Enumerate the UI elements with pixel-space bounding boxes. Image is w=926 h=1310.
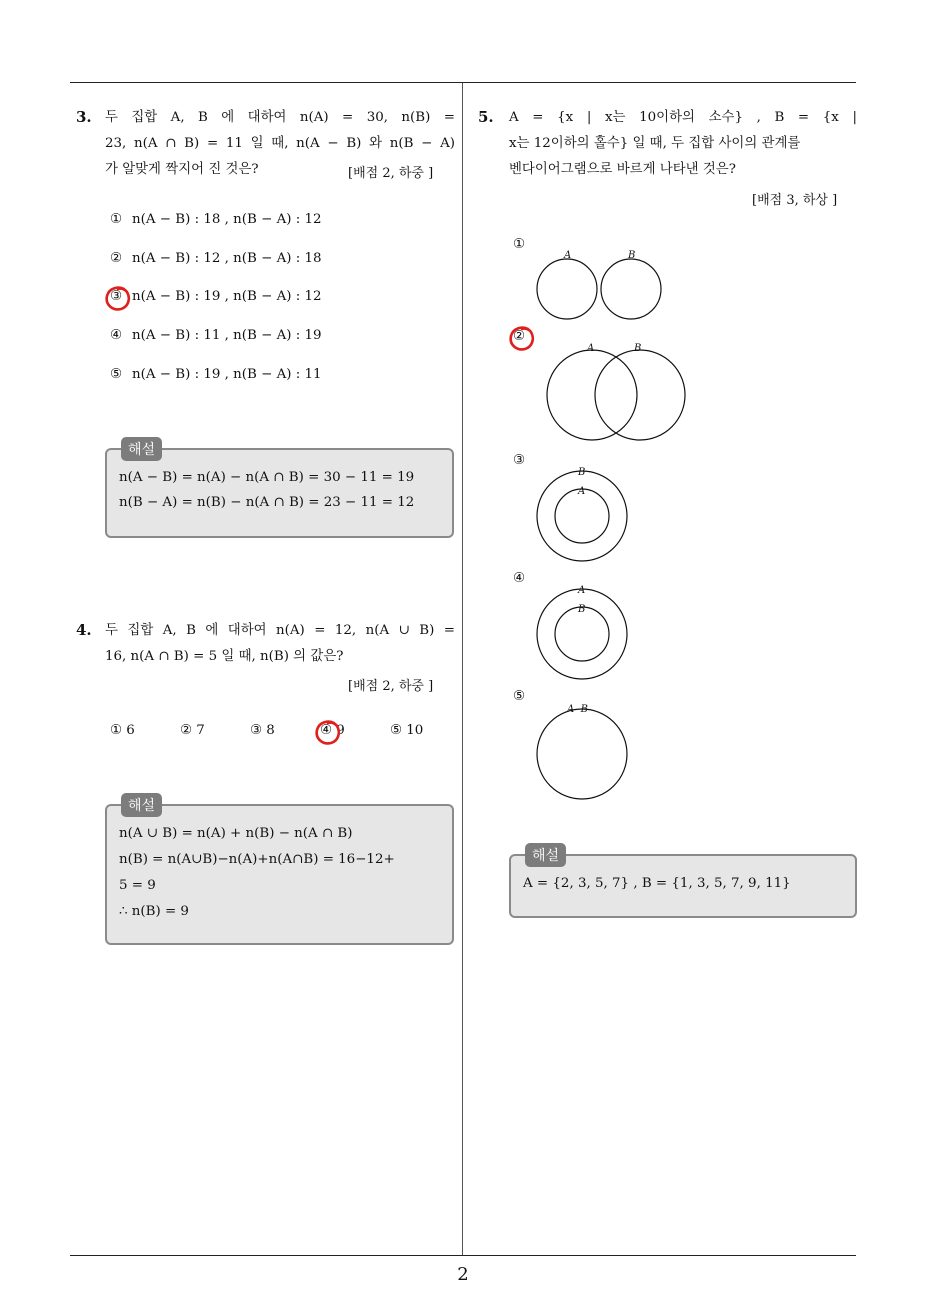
choice-text: 6 [126, 723, 135, 738]
q3-answer-mark [102, 284, 134, 314]
q3-number: 3. [76, 108, 92, 126]
venn2-label-b: B [634, 343, 642, 354]
column-divider [462, 83, 463, 1256]
q5-choice-3-mark[interactable]: ③ [513, 453, 526, 468]
q4-solution-line-2: n(B) = n(A∪B)−n(A)+n(A∩B) = 16−12+ [119, 852, 395, 867]
solution-tag: 해설 [525, 843, 566, 867]
q3-line-2: 23, n(A ∩ B) = 11 일 때, n(A − B) 와 n(B − A) [105, 136, 455, 151]
venn4-label-b: B [578, 604, 586, 615]
q5-choice-5-mark[interactable]: ⑤ [513, 689, 526, 704]
venn3-label-a: A [578, 486, 586, 497]
q5-line-2: x는 12이하의 홀수} 일 때, 두 집합 사이의 관계를 [509, 136, 801, 151]
page-number: 2 [457, 1264, 469, 1285]
choice-text: n(A − B) : 12 , n(B − A) : 18 [132, 251, 322, 266]
q5-venn-separate [530, 250, 670, 330]
q5-score: [배점 3, 하상 ] [752, 193, 838, 208]
q4-score: [배점 2, 하중 ] [348, 679, 434, 694]
q3-choice-3[interactable] [110, 289, 322, 304]
q5-line-1: A = {x | x는 10이하의 소수} , B = {x | [509, 110, 857, 125]
choice-mark: ② [180, 723, 193, 738]
q3-solution-box [105, 442, 454, 538]
choice-mark: ③ [110, 289, 123, 304]
q5-venn-equal [532, 704, 632, 804]
venn5-label-ab: A B [567, 704, 588, 715]
choice-text: 8 [266, 723, 275, 738]
choice-mark: ① [110, 212, 123, 227]
choice-text: n(A − B) : 19 , n(B − A) : 12 [132, 289, 322, 304]
solution-tag: 해설 [121, 793, 162, 817]
solution-tag: 해설 [121, 437, 162, 461]
q4-choice-3[interactable] [250, 723, 275, 738]
q4-solution-line-3: 5 = 9 [119, 878, 156, 893]
choice-text: n(A − B) : 11 , n(B − A) : 19 [132, 328, 322, 343]
venn4-label-a: A [578, 585, 586, 596]
q3-score: [배점 2, 하중 ] [348, 166, 434, 181]
q4-solution-box [105, 798, 454, 945]
q3-choice-4[interactable] [110, 328, 322, 343]
choice-text: n(A − B) : 19 , n(B − A) : 11 [132, 367, 322, 382]
q5-choice-4-mark[interactable]: ④ [513, 571, 526, 586]
q4-answer-mark [312, 718, 344, 748]
q4-line-2: 16, n(A ∩ B) = 5 일 때, n(B) 의 값은? [105, 649, 344, 664]
venn2-label-a: A [587, 343, 595, 354]
q5-number: 5. [478, 108, 494, 126]
q5-choice-1-mark[interactable]: ① [513, 237, 526, 252]
q4-solution-line-4: ∴ n(B) = 9 [119, 904, 189, 919]
top-rule [70, 82, 856, 83]
q4-choice-2[interactable] [180, 723, 205, 738]
venn1-label-b: B [628, 250, 636, 261]
choice-text: 7 [196, 723, 205, 738]
q3-line-3: 가 알맞게 짝지어 진 것은? [105, 162, 259, 177]
q3-choice-2[interactable] [110, 251, 322, 266]
q4-choice-1[interactable] [110, 723, 135, 738]
choice-text: 10 [406, 723, 424, 738]
choice-text: 9 [336, 723, 345, 738]
choice-mark: ④ [110, 328, 123, 343]
venn3-label-b: B [578, 467, 586, 478]
q5-venn-a-in-b [532, 466, 632, 566]
q5-solution-line-1: A = {2, 3, 5, 7} , B = {1, 3, 5, 7, 9, 11} [523, 876, 791, 891]
q3-solution-line-1: n(A − B) = n(A) − n(A ∩ B) = 30 − 11 = 19 [119, 470, 415, 485]
q3-line-1: 두 집합 A, B 에 대하여 n(A) = 30, n(B) = [105, 110, 455, 125]
bottom-rule [70, 1255, 856, 1256]
q5-answer-mark [506, 324, 538, 354]
q4-number: 4. [76, 621, 92, 639]
choice-mark: ③ [250, 723, 263, 738]
q5-venn-b-in-a [532, 584, 632, 684]
q5-solution-box [509, 848, 857, 918]
choice-mark: ⑤ [390, 723, 403, 738]
q3-choice-5[interactable] [110, 367, 322, 382]
q3-solution-line-2: n(B − A) = n(B) − n(A ∩ B) = 23 − 11 = 12 [119, 495, 415, 510]
choice-mark: ⑤ [110, 367, 123, 382]
q4-line-1: 두 집합 A, B 에 대하여 n(A) = 12, n(A ∪ B) = [105, 623, 455, 638]
choice-text: n(A − B) : 18 , n(B − A) : 12 [132, 212, 322, 227]
q5-venn-overlap [540, 340, 700, 450]
q5-line-3: 벤다이어그램으로 바르게 나타낸 것은? [509, 162, 736, 177]
q4-choice-5[interactable] [390, 723, 423, 738]
q5-choice-2-mark[interactable]: ② [513, 329, 526, 344]
q3-choice-1[interactable] [110, 212, 322, 227]
venn1-label-a: A [564, 250, 572, 261]
q4-solution-line-1: n(A ∪ B) = n(A) + n(B) − n(A ∩ B) [119, 826, 353, 841]
choice-mark: ④ [320, 723, 333, 738]
choice-mark: ① [110, 723, 123, 738]
choice-mark: ② [110, 251, 123, 266]
